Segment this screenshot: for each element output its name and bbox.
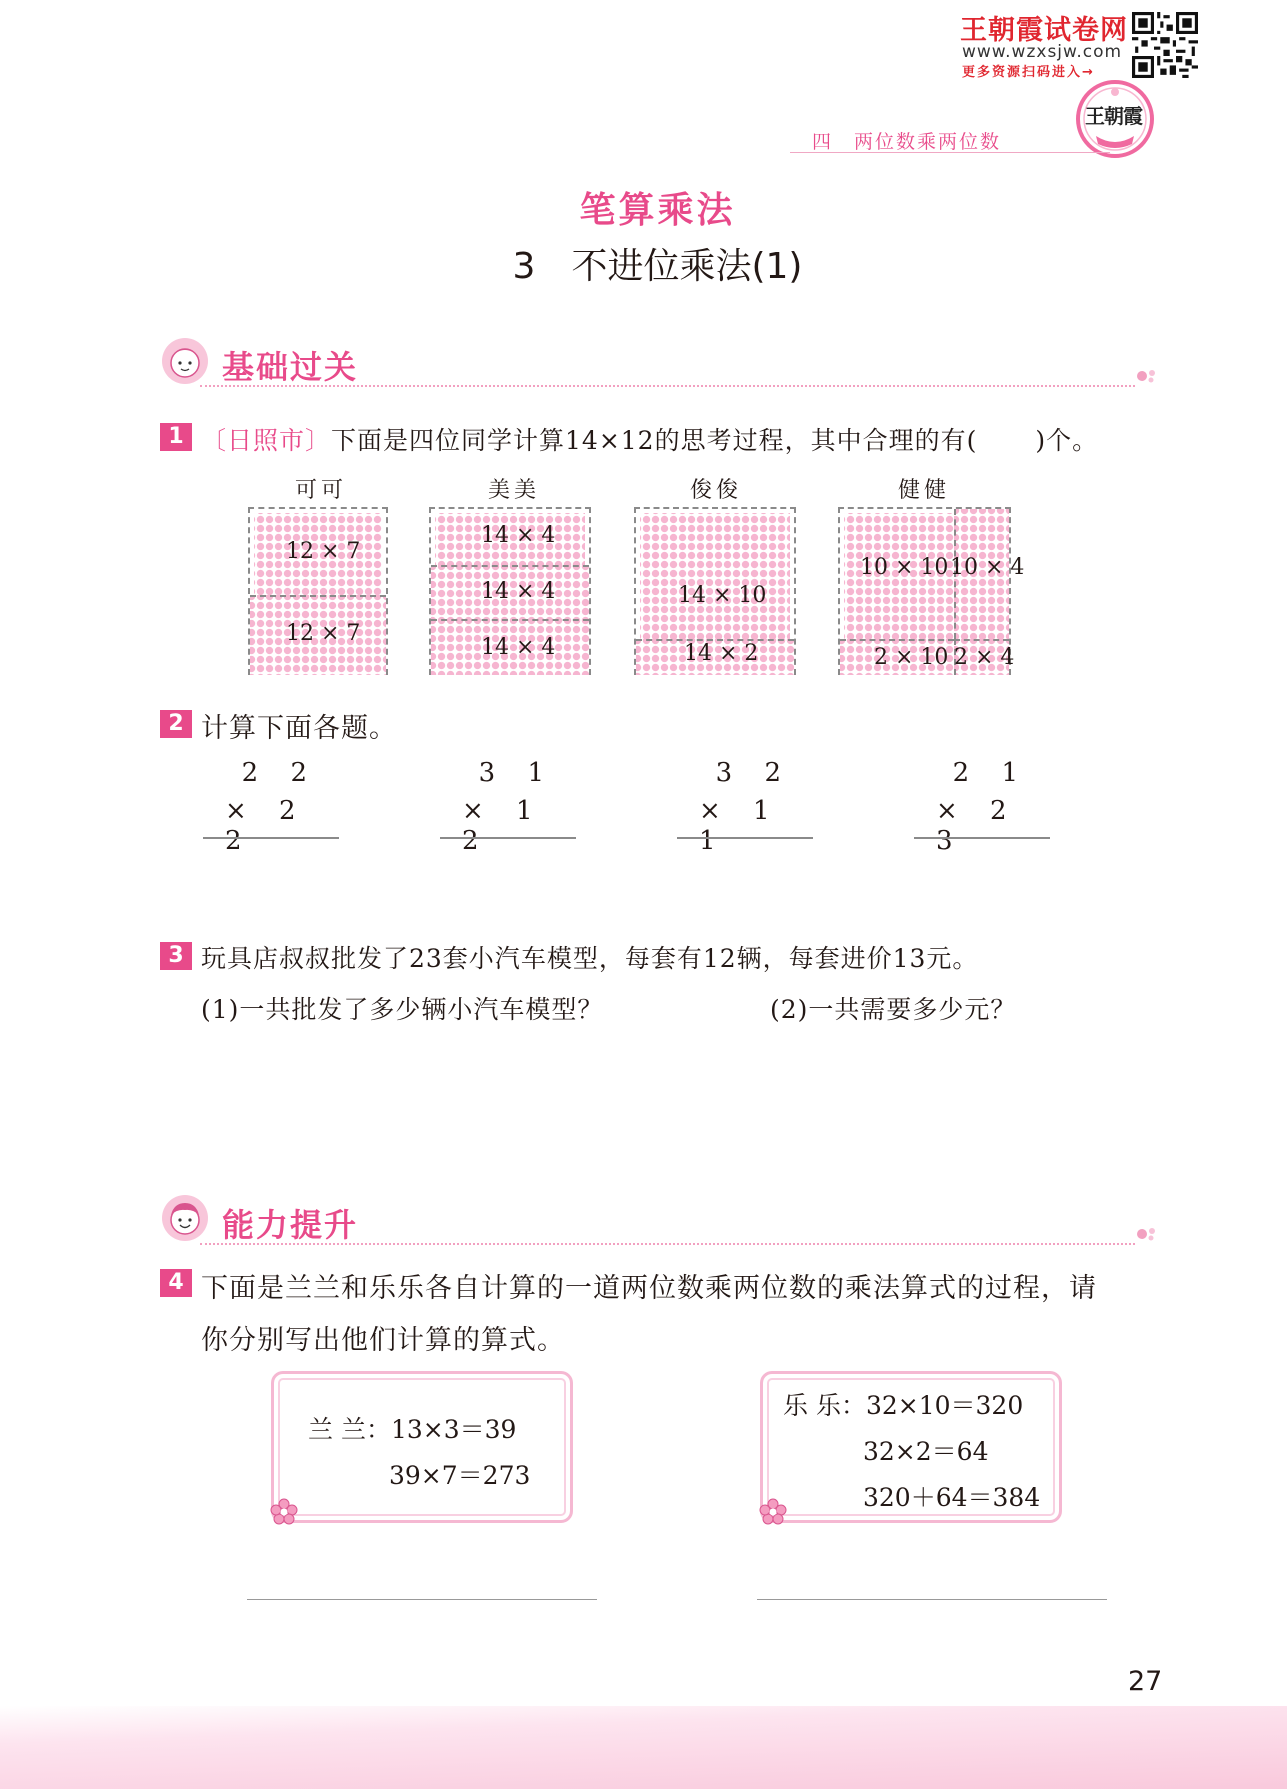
grid-label: 12 × 7	[286, 621, 361, 646]
question-number: 4	[160, 1269, 192, 1297]
question-4-line-2: 你分别写出他们计算的算式。	[201, 1325, 565, 1356]
answer-line-lanlan[interactable]	[247, 1599, 597, 1600]
grid-label: 10 × 10	[860, 555, 949, 580]
bottom-decor-band	[0, 1706, 1287, 1789]
question-3-sub-1: (1)一共批发了多少辆小汽车模型？	[201, 995, 604, 1024]
question-1-tail: )个。	[1035, 426, 1099, 455]
question-number: 1	[160, 423, 192, 451]
qr-code-icon[interactable]	[1132, 12, 1198, 78]
student-name-keke: 可可	[295, 478, 348, 503]
multiplicand: 3 2	[715, 758, 793, 788]
result-line	[440, 837, 576, 839]
multiplicand: 2 2	[241, 758, 319, 788]
multiplier: × 2 3	[936, 796, 1019, 856]
question-3-sub-2: (2)一共需要多少元？	[770, 995, 1017, 1024]
grid-label: 14 × 4	[481, 523, 556, 548]
grid-label: 2 × 10	[874, 645, 949, 670]
dot-grid-meimei	[429, 507, 591, 675]
grid-label: 14 × 10	[678, 583, 767, 608]
decor-dots-icon	[1136, 368, 1160, 384]
dot-grid-keke	[248, 507, 388, 675]
student-name-jianjian: 健健	[898, 478, 951, 503]
boy-avatar-icon	[160, 1193, 210, 1243]
question-4-line-1: 下面是兰兰和乐乐各自计算的一道两位数乘两位数的乘法算式的过程，请	[201, 1273, 1097, 1304]
grid-label: 14 × 2	[684, 641, 759, 666]
brand-name: 王朝霞试卷网	[960, 15, 1128, 46]
grid-label: 2 × 4	[954, 645, 1015, 670]
lele-step-3: 320＋64＝384	[863, 1483, 1041, 1512]
result-line	[203, 837, 339, 839]
question-1-stem: 下面是四位同学计算14×12的思考过程，其中合理的有(	[331, 426, 978, 455]
region-tag: 〔日照市〕	[201, 426, 332, 455]
section-title-basic: 基础过关	[222, 348, 359, 386]
vertical-multiplication[interactable]	[203, 758, 339, 856]
vertical-multiplication[interactable]	[914, 758, 1050, 856]
girl-avatar-icon	[160, 336, 210, 386]
dot-grid-junjun	[634, 507, 796, 675]
question-1-text	[201, 421, 1098, 457]
chapter-header	[790, 126, 1110, 153]
answer-line-lele[interactable]	[757, 1599, 1107, 1600]
grid-label: 14 × 4	[481, 635, 556, 660]
lanlan-step-2: 39×7＝273	[389, 1461, 531, 1490]
page-number: 27	[1128, 1666, 1163, 1697]
multiplier: × 1 1	[699, 796, 782, 856]
decor-dots-icon	[1136, 1226, 1160, 1242]
lele-card	[760, 1371, 1062, 1523]
scan-hint: 更多资源扫码进入→	[962, 65, 1095, 80]
grid-label: 14 × 4	[481, 579, 556, 604]
grid-label: 10 × 4	[950, 555, 1025, 580]
multiplier: × 2 2	[225, 796, 308, 856]
lele-step-1: 乐 乐：32×10＝320	[783, 1391, 1024, 1420]
multiplicand: 2 1	[952, 758, 1030, 788]
result-line	[914, 837, 1050, 839]
question-3-text: 玩具店叔叔批发了23套小汽车模型，每套有12辆，每套进价13元。	[201, 944, 979, 973]
grid-cell	[640, 513, 790, 639]
question-number: 3	[160, 942, 192, 970]
multiplicand: 3 1	[478, 758, 556, 788]
question-number: 2	[160, 710, 192, 738]
question-2-text: 计算下面各题。	[201, 713, 397, 744]
vertical-multiplication[interactable]	[677, 758, 813, 856]
chapter-title: 四 两位数乘两位数	[812, 131, 1002, 153]
category-title: 笔算乘法	[579, 190, 736, 231]
seal-text: 王朝霞	[1085, 104, 1142, 128]
flower-icon	[758, 1497, 788, 1527]
lanlan-card	[271, 1371, 573, 1523]
lanlan-step-1: 兰 兰：13×3＝39	[308, 1415, 517, 1444]
multiplier: × 1 2	[462, 796, 545, 856]
student-name-junjun: 俊俊	[690, 478, 743, 503]
result-line	[677, 837, 813, 839]
student-name-meimei: 美美	[488, 478, 541, 503]
lele-step-2: 32×2＝64	[863, 1437, 989, 1466]
section-title-advanced: 能力提升	[222, 1206, 359, 1244]
dot-grid-jianjian	[838, 507, 1025, 675]
flower-icon	[269, 1497, 299, 1527]
brand-url[interactable]: www.wzxsjw.com	[962, 42, 1123, 62]
lesson-title: 3 不进位乘法(1)	[512, 246, 803, 287]
vertical-multiplication[interactable]	[440, 758, 576, 856]
grid-label: 12 × 7	[286, 539, 361, 564]
section-divider	[200, 1243, 1135, 1245]
section-divider	[200, 385, 1135, 387]
